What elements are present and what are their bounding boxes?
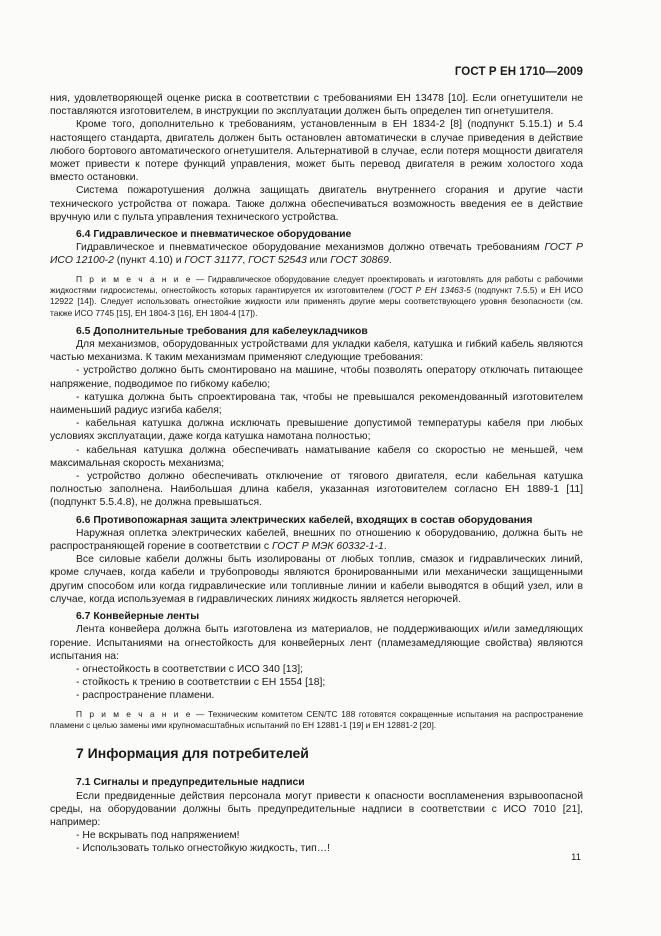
section-heading: 6.6 Противопожарная защита электрических кабелей, входящих в состав оборудования bbox=[76, 514, 533, 526]
section-heading: 6.7 Конвейерные ленты bbox=[76, 611, 200, 623]
note-paragraph bbox=[50, 274, 583, 319]
paragraph: ния, удовлетворяющей оценке риска в соответствии с требованиями ЕН 13478 [10]. Если огнетушители не поставляются изготовителем, в инструкции по эксплуатации должен быть определен тип огнетушителя. bbox=[50, 93, 583, 118]
note-paragraph bbox=[50, 709, 583, 732]
paragraph: - кабельная катушка должна исключать превышение допустимой температуры кабеля при любых условиях эксплуатации, даже когда катушка намотана полностью; bbox=[50, 418, 583, 443]
paragraph: - устройство должно обеспечивать отключение от тягового двигателя, если кабельная катушка полностью заполнена. Наибольшая длина кабеля, указанная изготовителем согласно ЕН 1889-1 [11] (подпункт 5.5.4.8), не должна превышаться. bbox=[50, 471, 583, 509]
section-heading: 7.1 Сигналы и предупредительные надписи bbox=[76, 777, 305, 789]
paragraph: - Использовать только огнестойкую жидкость, тип…! bbox=[76, 843, 331, 855]
text-run: , bbox=[242, 255, 249, 267]
chapter-heading: 7 Информация для потребителей bbox=[76, 745, 309, 762]
paragraph bbox=[50, 527, 583, 553]
paragraph: - кабельная катушка должна обеспечивать наматывание кабеля со скоростью не меньшей, чем максимальная скорость механизма; bbox=[50, 444, 583, 469]
paragraph bbox=[50, 241, 583, 267]
paragraph: - стойкость к трению в соответствии с ЕН 1554 [18]; bbox=[76, 677, 326, 689]
paragraph: - Не вскрывать под напряжением! bbox=[76, 830, 240, 842]
text-run: или bbox=[306, 255, 331, 267]
standard-reference: ГОСТ 30869 bbox=[330, 255, 389, 267]
standard-reference: ГОСТ Р ЕН 13463-5 bbox=[390, 284, 471, 295]
text-run: Гидравлическое и пневматическое оборудование механизмов должно отвечать требованиям bbox=[76, 242, 545, 254]
section-heading: 6.5 Дополнительные требования для кабелеукладчиков bbox=[76, 325, 368, 337]
paragraph: Лента конвейера должна быть изготовлена из материалов, не поддерживающих и/или замедляющих горение. Испытаниями на огнестойкость для конвейерных лент (пламезамедляющие свойства) являются испытания на: bbox=[50, 624, 583, 662]
document-body bbox=[50, 92, 583, 856]
standard-reference: ГОСТ Р МЭК 60332-1-1 bbox=[271, 541, 384, 553]
paragraph: - распространение пламени. bbox=[76, 690, 215, 702]
section-heading: 6.4 Гидравлическое и пневматическое оборудование bbox=[76, 229, 352, 241]
text-run: — Гидравлическое оборудование следует проектировать и изготовлять для работы с рабочими жидкостями гидросистемы, огнестойкость которых гарантируется их изготовителем ( bbox=[50, 273, 583, 295]
text-run: Наружная оплетка электрических кабелей, внешних по отношению к оборудованию, должна быть не распространяющей горение в соответствии с bbox=[50, 527, 583, 553]
text-run: . bbox=[388, 255, 392, 267]
paragraph: - катушка должна быть спроектирована так, чтобы не превышался рекомендованный изготовителем наименьший радиус изгиба кабеля; bbox=[50, 391, 583, 417]
paragraph: Все силовые кабели должны быть изолированы от любых топлив, смазок и гидравлических линий, кроме случаев, когда кабели и трубопроводы являются бронированными или механически защищенными другим способом или когда гидравлические или топливные линии и кабели выводятся в общий узел, или в случае, когда используемая в гидравлических линиях жидкость является негорючей. bbox=[50, 554, 583, 605]
document-header: ГОСТ Р ЕН 1710—2009 bbox=[454, 66, 583, 78]
standard-reference: ГОСТ 31177 bbox=[184, 255, 243, 267]
text-run: (подпункт 7.5.5) и ЕН ИСО 12922 [14]). Следует использовать огнестойкие жидкости или применять другие меры соответствующего уровня безопасности (см. также ИСО 7745 [15], ЕН 1804-3 [16], ЕН 1804-4 [17]). bbox=[50, 284, 583, 318]
standard-reference: ГОСТ 52543 bbox=[248, 255, 307, 267]
page-number: 11 bbox=[571, 852, 581, 863]
text-run: — Техническим комитетом CEN/TC 188 готовятся сокращенные испытания на распространение пламени с целью замены ими крупномасштабных испытаний по ЕН 12881-1 [19] и ЕН 12881-2 [20]. bbox=[50, 708, 583, 730]
paragraph: Кроме того, дополнительно к требованиям, установленным в ЕН 1834-2 [8] (подпункт 5.15.1) и 5.4 настоящего стандарта, двигатель должен быть остановлен автоматически в случае приведения в действие любого бортового автоматического огнетушителя. Альтернативой в случае, если потеря мощности двигателя может привести к потере функций управления, может быть перевод двигателя в режим холостого хода вместо остановки. bbox=[50, 119, 583, 184]
paragraph: Если предвиденные действия персонала могут привести к опасности воспламенения взрывоопасной среды, на оборудовании должны быть предупредительные надписи в соответствии с ИСО 7010 [21], например: bbox=[50, 790, 583, 828]
standard-reference: ГОСТ Р ИСО 12100-2 bbox=[50, 242, 583, 267]
text-run: . bbox=[383, 541, 387, 553]
paragraph: Для механизмов, оборудованных устройствами для укладки кабеля, катушка и гибкий кабель являются частью механизма. К таким механизмам применяют следующие требования: bbox=[50, 339, 583, 364]
note-label: П р и м е ч а н и е bbox=[76, 273, 193, 284]
paragraph: - устройство должно быть смонтировано на машине, чтобы позволять оператору отключать питающее напряжение, подводимое по гибкому кабелю; bbox=[50, 365, 583, 390]
paragraph: - огнестойкость в соответствии с ИСО 340 [13]; bbox=[76, 663, 304, 675]
paragraph: Система пожаротушения должна защищать двигатель внутреннего сгорания и другие части технического устройства от пожара. Также должна обеспечиваться возможность введения ее в действие вручную или с пульта управления технического устройства. bbox=[50, 185, 583, 223]
text-run: (пункт 4.10) и bbox=[113, 255, 185, 267]
note-label: П р и м е ч а н и е bbox=[76, 708, 193, 719]
